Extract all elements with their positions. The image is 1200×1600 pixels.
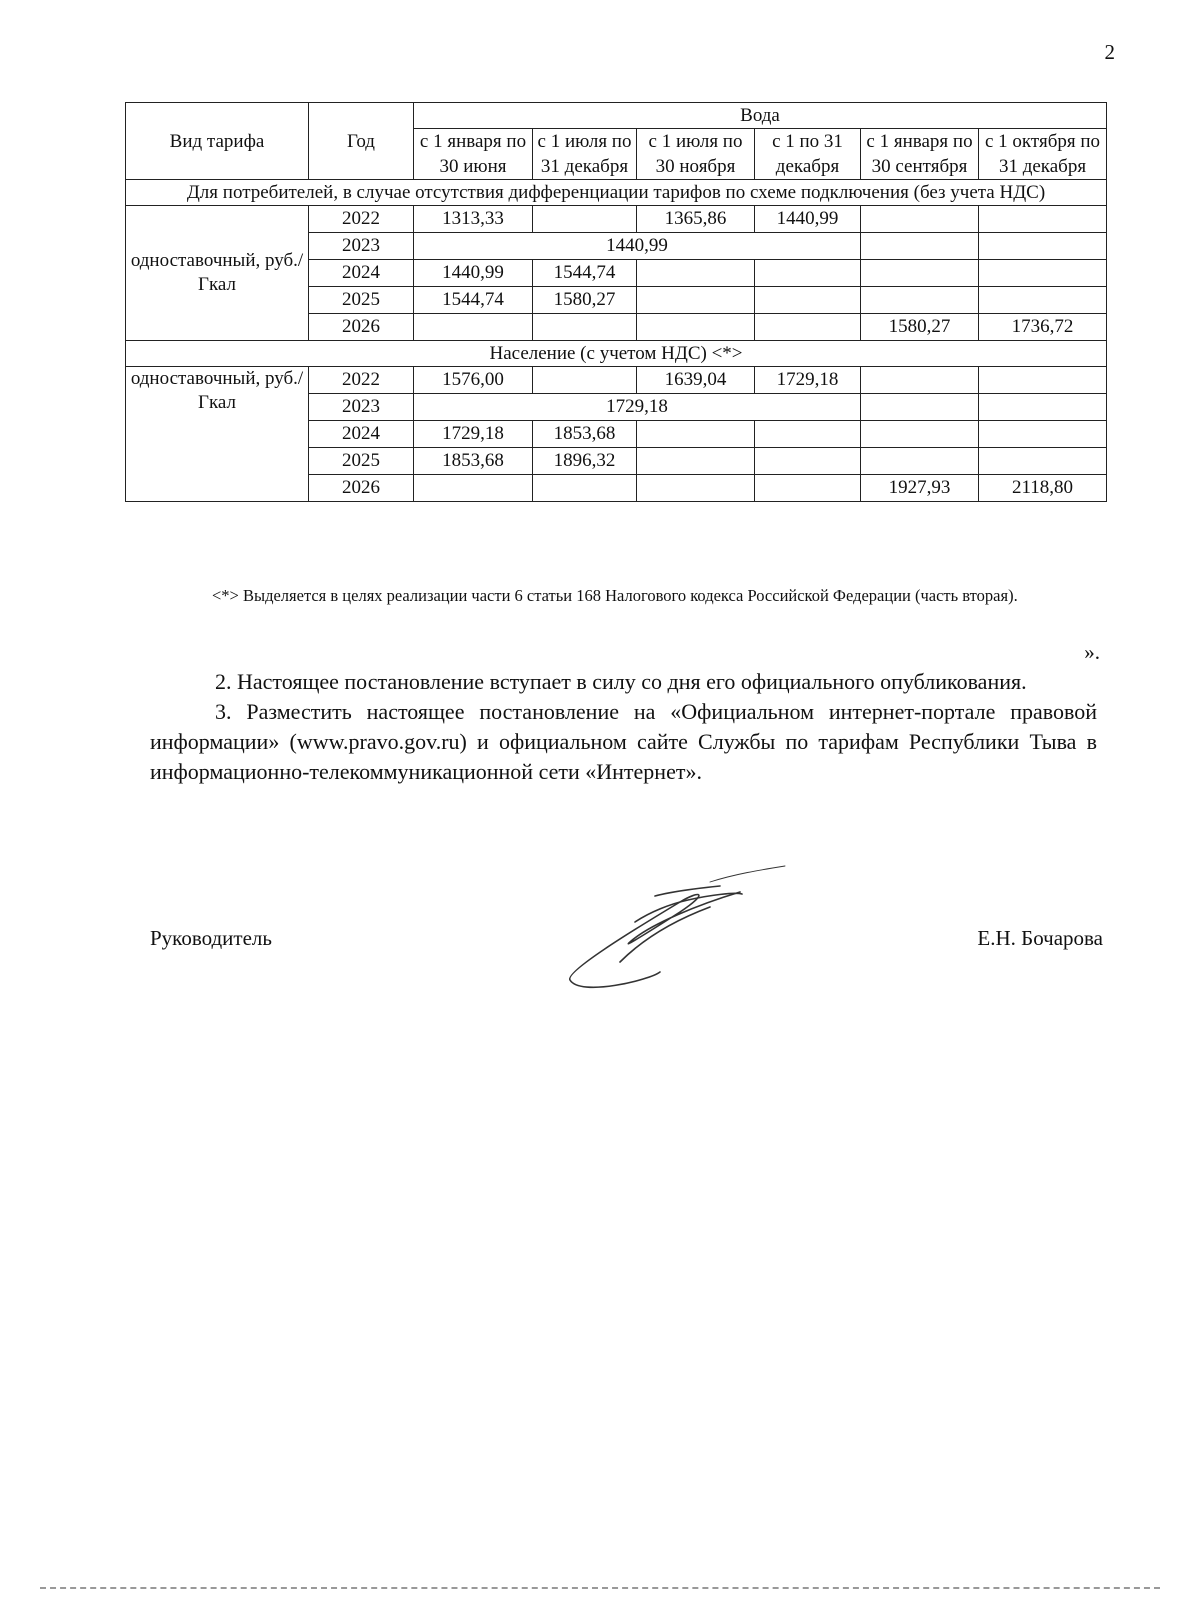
value-cell: 1853,68 bbox=[533, 421, 637, 448]
header-period: с 1 июля по 31 декабря bbox=[533, 129, 637, 180]
value-cell bbox=[533, 367, 637, 394]
tariff-type-cell: одноставочный, руб./Гкал bbox=[126, 206, 309, 341]
value-cell: 1580,27 bbox=[861, 314, 979, 341]
section-title: Население (с учетом НДС) <*> bbox=[126, 341, 1107, 367]
value-cell bbox=[979, 394, 1107, 421]
value-cell: 1440,99 bbox=[414, 260, 533, 287]
value-cell bbox=[637, 314, 755, 341]
value-cell: 1729,18 bbox=[414, 421, 533, 448]
page-number: 2 bbox=[1104, 40, 1115, 64]
value-cell bbox=[637, 421, 755, 448]
value-cell bbox=[861, 367, 979, 394]
value-cell bbox=[979, 287, 1107, 314]
value-cell: 2118,80 bbox=[979, 475, 1107, 502]
value-cell bbox=[861, 394, 979, 421]
value-cell bbox=[755, 448, 861, 475]
value-cell: 1576,00 bbox=[414, 367, 533, 394]
year-cell: 2022 bbox=[309, 367, 414, 394]
year-cell: 2023 bbox=[309, 394, 414, 421]
year-cell: 2024 bbox=[309, 260, 414, 287]
value-cell bbox=[533, 314, 637, 341]
value-cell bbox=[637, 260, 755, 287]
value-cell: 1736,72 bbox=[979, 314, 1107, 341]
value-cell bbox=[861, 448, 979, 475]
value-cell: 1927,93 bbox=[861, 475, 979, 502]
value-cell bbox=[533, 206, 637, 233]
header-year: Год bbox=[309, 103, 414, 180]
value-cell bbox=[861, 233, 979, 260]
value-cell: 1544,74 bbox=[414, 287, 533, 314]
year-cell: 2023 bbox=[309, 233, 414, 260]
value-cell bbox=[755, 421, 861, 448]
value-cell: 1313,33 bbox=[414, 206, 533, 233]
header-period: с 1 июля по 30 ноября bbox=[637, 129, 755, 180]
value-cell bbox=[755, 314, 861, 341]
value-cell bbox=[861, 421, 979, 448]
value-cell bbox=[979, 206, 1107, 233]
year-cell: 2026 bbox=[309, 475, 414, 502]
value-cell bbox=[755, 475, 861, 502]
value-cell bbox=[533, 475, 637, 502]
value-cell: 1365,86 bbox=[637, 206, 755, 233]
paragraph: 3. Разместить настоящее постановление на «Официальном интернет-портале правовой информации» (www.pravo.gov.ru) и официальном сайте Службы по тарифам Республики Тыва в информационно-телекоммуникационной сети «Интернет». bbox=[150, 699, 1097, 784]
year-cell: 2025 bbox=[309, 287, 414, 314]
value-cell bbox=[755, 287, 861, 314]
value-cell bbox=[861, 287, 979, 314]
header-period: с 1 по 31 декабря bbox=[755, 129, 861, 180]
signer-name: Е.Н. Бочарова bbox=[977, 926, 1103, 950]
value-cell bbox=[979, 367, 1107, 394]
section-title: Для потребителей, в случае отсутствия дифференциации тарифов по схеме подключения (без учета НДС) bbox=[126, 180, 1107, 206]
year-cell: 2024 bbox=[309, 421, 414, 448]
header-period: с 1 января по 30 сентября bbox=[861, 129, 979, 180]
merged-value-cell: 1729,18 bbox=[414, 394, 861, 421]
value-cell bbox=[414, 475, 533, 502]
year-cell: 2022 bbox=[309, 206, 414, 233]
paragraph: 2. Настоящее постановление вступает в силу со дня его официального опубликования. bbox=[215, 669, 1027, 694]
value-cell bbox=[861, 260, 979, 287]
body-text bbox=[150, 667, 1097, 787]
signer-title: Руководитель bbox=[150, 926, 272, 950]
value-cell bbox=[755, 260, 861, 287]
header-water: Вода bbox=[414, 103, 1107, 129]
value-cell bbox=[861, 206, 979, 233]
closing-quote: ». bbox=[1084, 640, 1100, 664]
header-period: с 1 октября по 31 декабря bbox=[979, 129, 1107, 180]
footnote: <*> Выделяется в целях реализации части 6 статьи 168 Налогового кодекса Российской Федерации (часть вторая). bbox=[212, 586, 1018, 605]
value-cell bbox=[637, 287, 755, 314]
value-cell: 1729,18 bbox=[755, 367, 861, 394]
value-cell: 1896,32 bbox=[533, 448, 637, 475]
value-cell bbox=[979, 448, 1107, 475]
merged-value-cell: 1440,99 bbox=[414, 233, 861, 260]
header-tariff-type: Вид тарифа bbox=[126, 103, 309, 180]
tariff-type-cell: одноставочный, руб./Гкал bbox=[126, 367, 309, 502]
signature-image bbox=[560, 862, 790, 992]
value-cell: 1639,04 bbox=[637, 367, 755, 394]
value-cell bbox=[979, 260, 1107, 287]
value-cell bbox=[414, 314, 533, 341]
value-cell bbox=[637, 448, 755, 475]
tariff-table bbox=[125, 102, 1107, 502]
value-cell bbox=[979, 233, 1107, 260]
year-cell: 2026 bbox=[309, 314, 414, 341]
value-cell: 1440,99 bbox=[755, 206, 861, 233]
header-period: с 1 января по 30 июня bbox=[414, 129, 533, 180]
page-bottom-rule bbox=[40, 1587, 1160, 1589]
value-cell bbox=[979, 421, 1107, 448]
value-cell: 1580,27 bbox=[533, 287, 637, 314]
value-cell bbox=[637, 475, 755, 502]
value-cell: 1544,74 bbox=[533, 260, 637, 287]
value-cell: 1853,68 bbox=[414, 448, 533, 475]
year-cell: 2025 bbox=[309, 448, 414, 475]
